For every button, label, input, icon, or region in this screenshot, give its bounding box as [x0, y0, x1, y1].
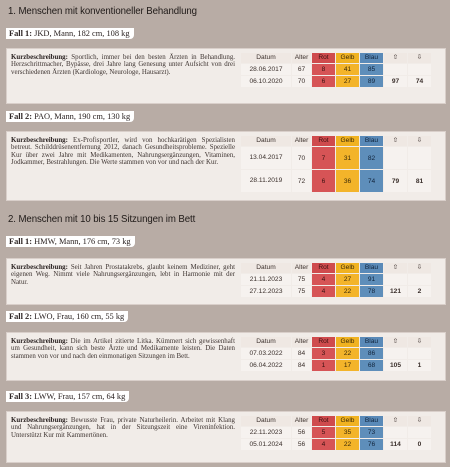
arrow-up-icon: ⇧ [384, 337, 407, 347]
col-blue: Blau [360, 263, 383, 273]
cell-red: 8 [312, 64, 335, 75]
cell-up: 121 [384, 286, 407, 297]
table-row [241, 64, 431, 75]
cell-date: 28.06.2017 [241, 64, 291, 75]
description-text: Sportlich, immer bei den besten Ärzten in Behandlung. Herzschrittmacher, Bypässe, drei Jahre lang Genesung unter Aufsicht von drei verschiedenen Ärzten (Kardiologe, Neurologe, Hausarzt). [11, 54, 235, 76]
table-header-row [241, 337, 431, 347]
cell-blue: 73 [360, 427, 383, 438]
cell-up: 105 [384, 360, 407, 371]
arrow-down-icon: ⇩ [408, 263, 431, 273]
case-details: PAO, Mann, 190 cm, 130 kg [32, 112, 131, 121]
table-row [241, 170, 431, 192]
col-age: Alter [292, 263, 311, 273]
description-text: Die im Artikel zitierte Litka. Kümmert sich gewissenhaft um Gesundheit, kann sich beste Ärzte und Medikamente leisten. Die Daten stammen von vor und nach den einmonatigen Sitzungen im Bett. [11, 338, 235, 360]
cell-blue: 86 [360, 348, 383, 359]
case-number: Fall 1: [9, 29, 33, 38]
cell-up [384, 64, 407, 75]
table-row [241, 76, 431, 87]
cell-up [384, 147, 407, 169]
case-description [11, 338, 235, 360]
case-label [6, 236, 135, 247]
col-date: Datum [241, 337, 291, 347]
col-yellow: Gelb [336, 53, 359, 63]
cell-blue: 68 [360, 360, 383, 371]
table-row [241, 348, 431, 359]
cell-red: 4 [312, 439, 335, 450]
cell-red: 4 [312, 286, 335, 297]
col-yellow: Gelb [336, 136, 359, 146]
cell-date: 07.03.2022 [241, 348, 291, 359]
description-text: Seit Jahren Prostatakrebs, glaubt keinem Mediziner, geht eigenen Weg. Nimmt viele Nahrungsergänzungen, lebt in Harmonie mit der Natur. [11, 264, 235, 286]
cell-age: 84 [292, 360, 311, 371]
measurement-table [240, 135, 432, 193]
cell-date: 21.11.2023 [241, 274, 291, 285]
measurement-table [240, 415, 432, 451]
section-2-title: 2. Menschen mit 10 bis 15 Sitzungen im Bett [8, 213, 196, 225]
cell-blue: 85 [360, 64, 383, 75]
arrow-up-icon: ⇧ [384, 136, 407, 146]
case-details: LWW, Frau, 157 cm, 64 kg [32, 392, 126, 401]
case-number: Fall 3: [9, 392, 33, 401]
cell-down: 2 [408, 286, 431, 297]
cell-red: 7 [312, 147, 335, 169]
cell-age: 84 [292, 348, 311, 359]
col-blue: Blau [360, 337, 383, 347]
cell-age: 67 [292, 64, 311, 75]
cell-yellow: 27 [336, 274, 359, 285]
case-description [11, 417, 235, 439]
table-row [241, 427, 431, 438]
cell-age: 56 [292, 427, 311, 438]
case-card [6, 48, 446, 104]
col-yellow: Gelb [336, 416, 359, 426]
case-description [11, 264, 235, 286]
cell-up [384, 348, 407, 359]
measurement-table [240, 52, 432, 88]
cell-down [408, 348, 431, 359]
cell-red: 6 [312, 76, 335, 87]
description-label: Kurzbeschreibung: [11, 264, 68, 271]
cell-yellow: 35 [336, 427, 359, 438]
cell-down [408, 147, 431, 169]
arrow-up-icon: ⇧ [384, 263, 407, 273]
arrow-down-icon: ⇩ [408, 337, 431, 347]
measurement-table [240, 262, 432, 298]
col-yellow: Gelb [336, 263, 359, 273]
col-age: Alter [292, 53, 311, 63]
table-row [241, 360, 431, 371]
table-row [241, 147, 431, 169]
table-header-row [241, 53, 431, 63]
arrow-down-icon: ⇩ [408, 416, 431, 426]
cell-age: 56 [292, 439, 311, 450]
cell-red: 6 [312, 170, 335, 192]
cell-down: 74 [408, 76, 431, 87]
cell-yellow: 41 [336, 64, 359, 75]
measurement-table [240, 336, 432, 372]
arrow-up-icon: ⇧ [384, 53, 407, 63]
table-header-row [241, 416, 431, 426]
table-header-row [241, 136, 431, 146]
case-number: Fall 1: [9, 237, 33, 246]
col-red: Rot [312, 53, 335, 63]
cell-blue: 82 [360, 147, 383, 169]
col-blue: Blau [360, 53, 383, 63]
cell-yellow: 36 [336, 170, 359, 192]
arrow-down-icon: ⇩ [408, 136, 431, 146]
cell-up [384, 274, 407, 285]
description-label: Kurzbeschreibung: [11, 417, 68, 424]
cell-yellow: 27 [336, 76, 359, 87]
cell-blue: 78 [360, 286, 383, 297]
cell-date: 06.10.2020 [241, 76, 291, 87]
cell-up: 114 [384, 439, 407, 450]
case-number: Fall 2: [9, 312, 33, 321]
cell-up: 97 [384, 76, 407, 87]
cell-blue: 76 [360, 439, 383, 450]
description-label: Kurzbeschreibung: [11, 54, 68, 61]
case-card [6, 411, 446, 463]
col-red: Rot [312, 337, 335, 347]
cell-down: 0 [408, 439, 431, 450]
table-row [241, 286, 431, 297]
case-label [6, 28, 134, 39]
col-blue: Blau [360, 416, 383, 426]
col-date: Datum [241, 53, 291, 63]
cell-up [384, 427, 407, 438]
cell-down [408, 427, 431, 438]
table-row [241, 439, 431, 450]
cell-age: 70 [292, 147, 311, 169]
table-header-row [241, 263, 431, 273]
cell-yellow: 22 [336, 439, 359, 450]
col-red: Rot [312, 416, 335, 426]
cell-age: 75 [292, 286, 311, 297]
description-label: Kurzbeschreibung: [11, 338, 68, 345]
cell-blue: 74 [360, 170, 383, 192]
cell-age: 70 [292, 76, 311, 87]
cell-date: 13.04.2017 [241, 147, 291, 169]
cell-yellow: 22 [336, 286, 359, 297]
cell-blue: 91 [360, 274, 383, 285]
cell-yellow: 17 [336, 360, 359, 371]
col-date: Datum [241, 136, 291, 146]
cell-red: 3 [312, 348, 335, 359]
case-description [11, 54, 235, 76]
col-blue: Blau [360, 136, 383, 146]
cell-date: 06.04.2022 [241, 360, 291, 371]
cell-up: 79 [384, 170, 407, 192]
case-description [11, 137, 235, 167]
col-age: Alter [292, 416, 311, 426]
cell-down: 81 [408, 170, 431, 192]
cell-yellow: 31 [336, 147, 359, 169]
case-number: Fall 2: [9, 112, 33, 121]
cell-yellow: 22 [336, 348, 359, 359]
cell-age: 75 [292, 274, 311, 285]
cell-date: 22.11.2023 [241, 427, 291, 438]
case-details: HMW, Mann, 176 cm, 73 kg [32, 237, 131, 246]
col-date: Datum [241, 416, 291, 426]
table-row [241, 274, 431, 285]
arrow-down-icon: ⇩ [408, 53, 431, 63]
arrow-up-icon: ⇧ [384, 416, 407, 426]
col-yellow: Gelb [336, 337, 359, 347]
description-text: Ex-Profisportler, wird von hochkarätigen Spezialisten betreut. Schilddrüsenentfernung 2012, danach Gesundheitsprobleme. Spezielle Kur über zwei Jahre mit Medikamenten, Nahrungsergänzungen, Vitaminen, Jodkammer, Bestrahlungen. Die Werte stammen von vor und nach der Kur. [11, 137, 235, 167]
cell-blue: 89 [360, 76, 383, 87]
cell-red: 1 [312, 360, 335, 371]
cell-down [408, 64, 431, 75]
cell-date: 27.12.2023 [241, 286, 291, 297]
col-date: Datum [241, 263, 291, 273]
case-card [6, 258, 446, 305]
cell-date: 05.01.2024 [241, 439, 291, 450]
col-age: Alter [292, 337, 311, 347]
cell-down [408, 274, 431, 285]
cell-down: 1 [408, 360, 431, 371]
cell-red: 4 [312, 274, 335, 285]
case-card [6, 131, 446, 201]
case-label [6, 391, 129, 402]
col-red: Rot [312, 263, 335, 273]
cell-date: 28.11.2019 [241, 170, 291, 192]
section-1-title: 1. Menschen mit konventioneller Behandlung [8, 5, 197, 17]
description-text: Bewusste Frau, private Naturheilerin. Arbeitet mit Klang und Nahrungsergänzungen, hat in der Sitzungszeit eine Vireninfektion. Unterstützt Kur mit Kammertönen. [11, 417, 235, 439]
col-age: Alter [292, 136, 311, 146]
case-card [6, 332, 446, 381]
col-red: Rot [312, 136, 335, 146]
description-label: Kurzbeschreibung: [11, 137, 68, 144]
case-details: JKD, Mann, 182 cm, 108 kg [32, 29, 130, 38]
case-label [6, 111, 134, 122]
case-label [6, 311, 128, 322]
case-details: LWO, Frau, 160 cm, 55 kg [32, 312, 125, 321]
cell-red: 5 [312, 427, 335, 438]
cell-age: 72 [292, 170, 311, 192]
